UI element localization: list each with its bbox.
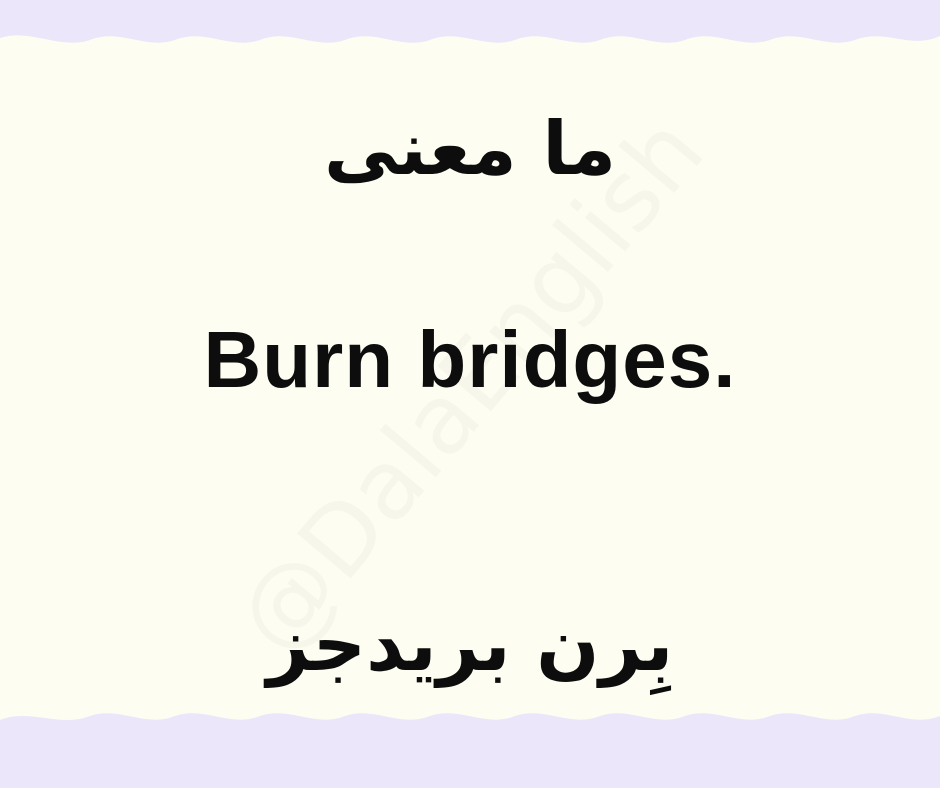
arabic-title: ما معنى xyxy=(323,106,617,192)
top-wave-band xyxy=(0,0,940,50)
arabic-transliteration: بِرن بريدجز xyxy=(266,602,674,688)
bottom-wave-band xyxy=(0,706,940,788)
english-phrase: Burn bridges. xyxy=(203,315,737,404)
